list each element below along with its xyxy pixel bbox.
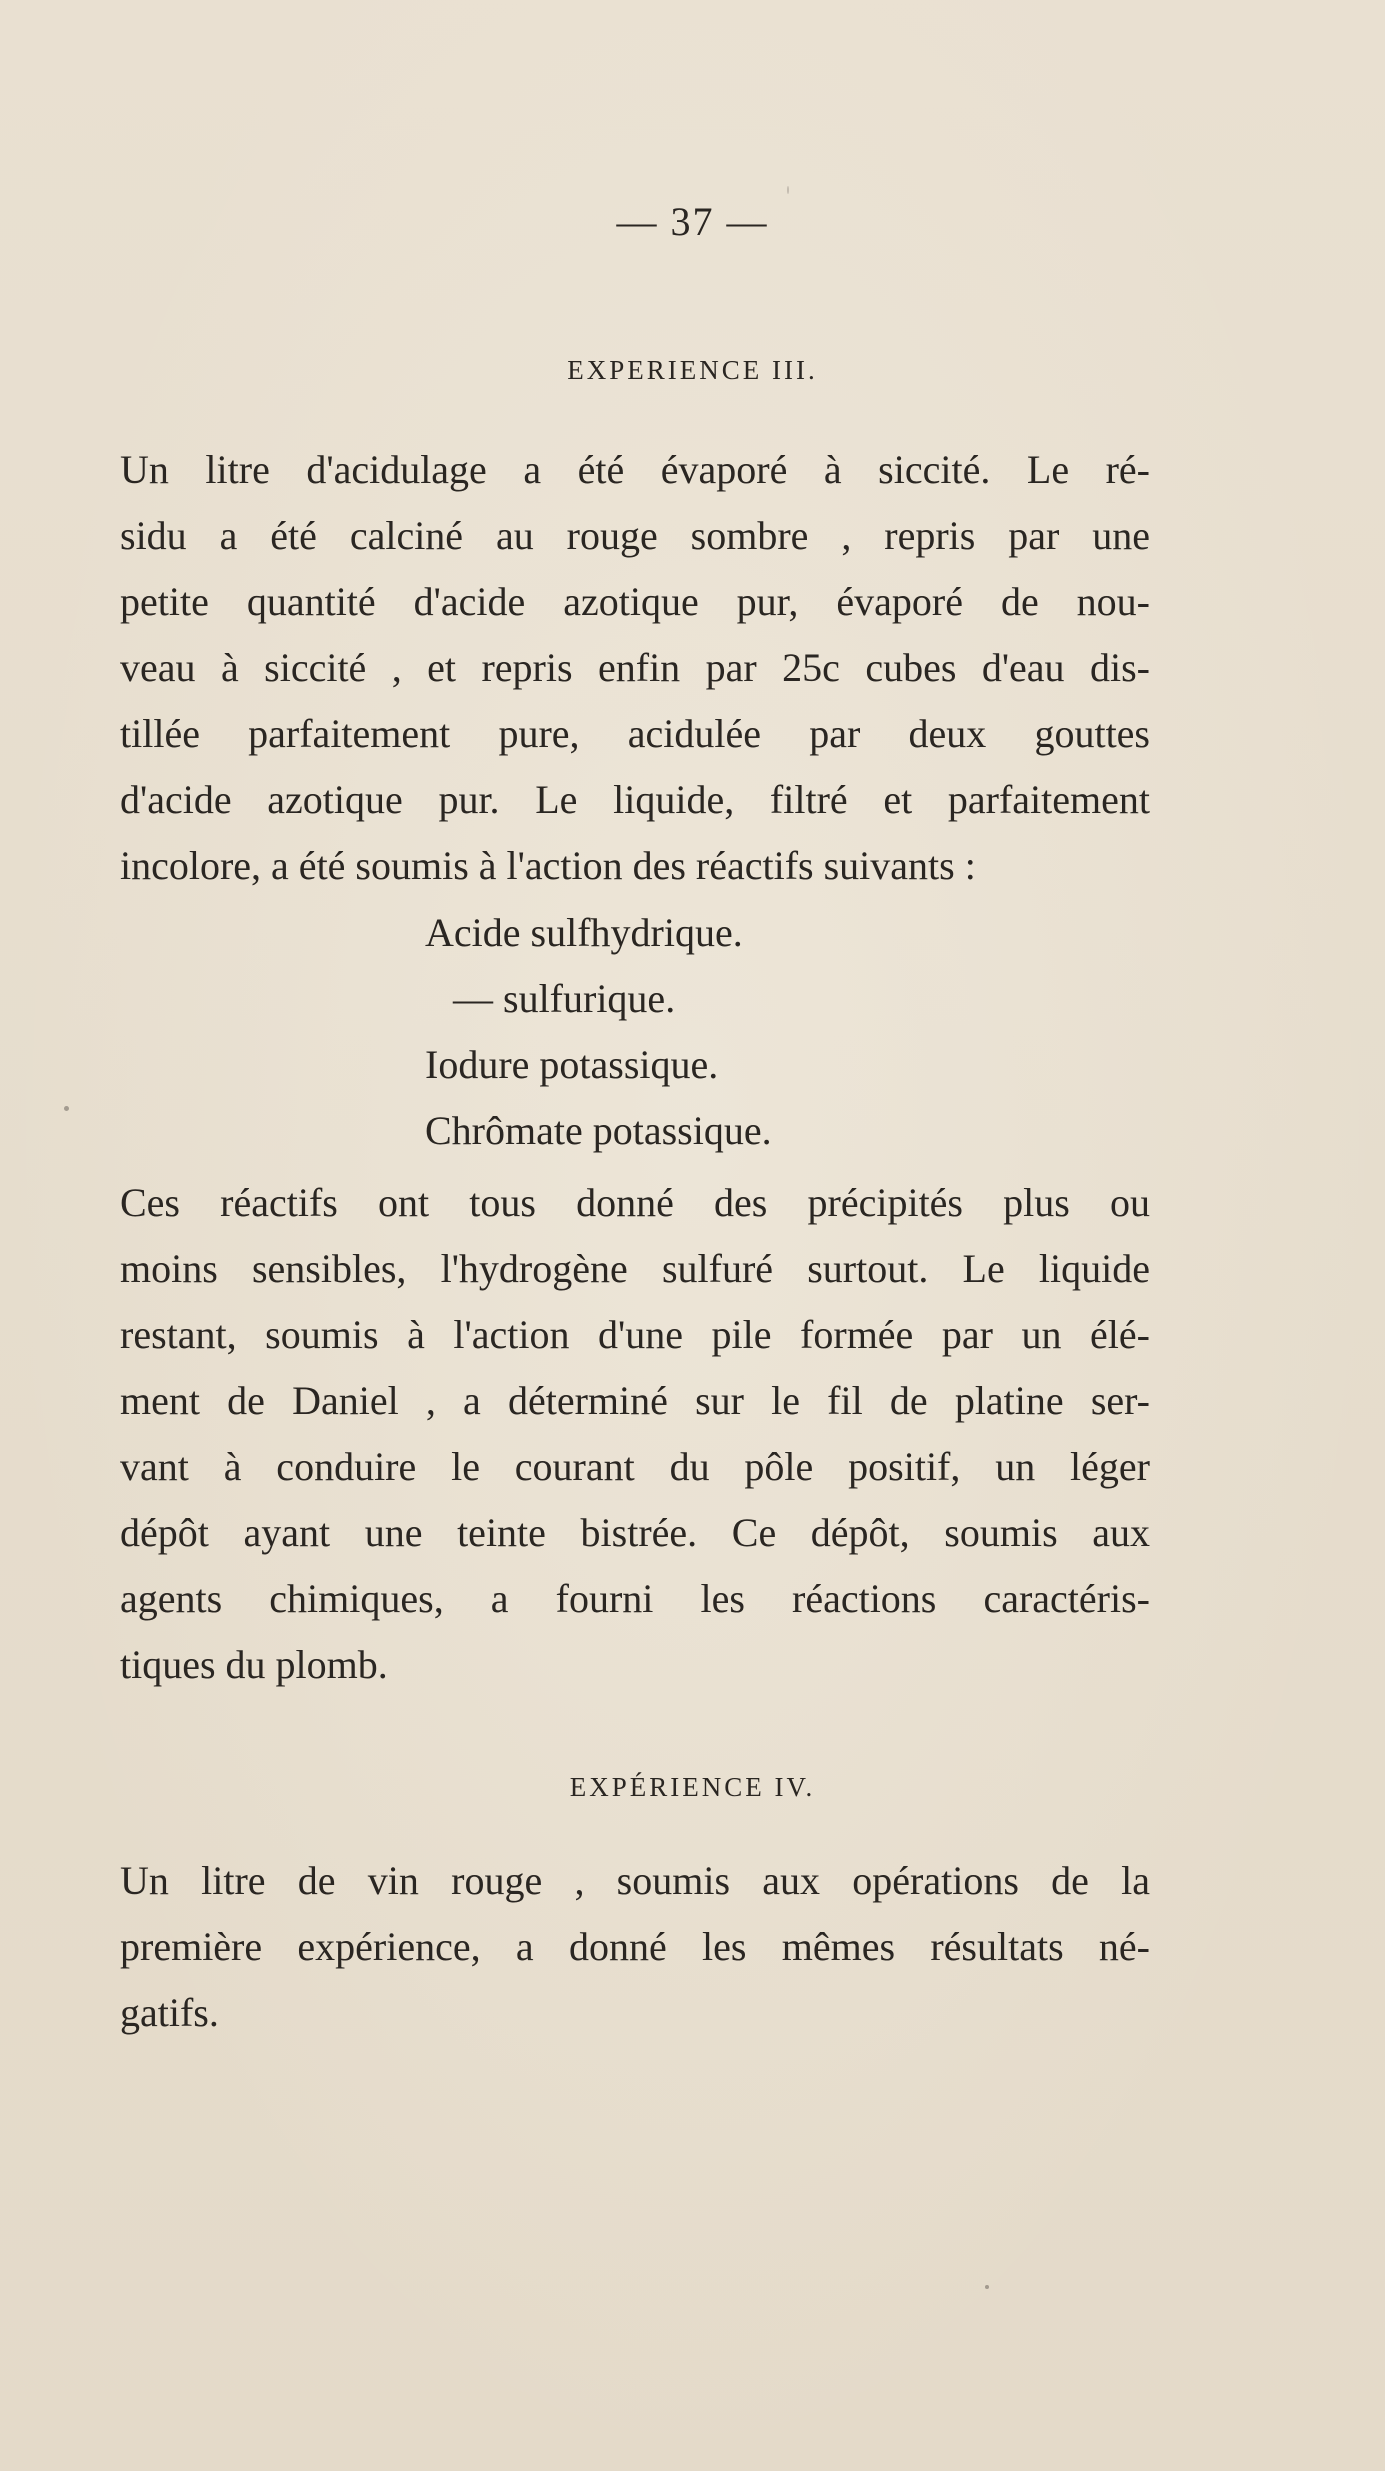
text-line: Un litre d'acidulage a été évaporé à siccité. Le ré-: [120, 447, 1150, 492]
section-heading-experience-3: EXPERIENCE III.: [567, 355, 818, 385]
text-line: petite quantité d'acide azotique pur, évaporé de nou-: [120, 579, 1150, 624]
reagent-list: [425, 900, 772, 1164]
paper-speck: [787, 186, 789, 194]
text-line: sidu a été calciné au rouge sombre , repris par une: [120, 513, 1150, 558]
reagent-item: Iodure potassique.: [425, 1042, 719, 1087]
paper-speck: [64, 1106, 69, 1111]
text-line: d'acide azotique pur. Le liquide, filtré et parfaitement: [120, 777, 1150, 822]
paragraph-experience-4: [120, 1848, 1150, 2046]
text-line: restant, soumis à l'action d'une pile formée par un élé-: [120, 1312, 1150, 1357]
text-line: agents chimiques, a fourni les réactions caractéris-: [120, 1576, 1150, 1621]
paragraph-experience-3-results: [120, 1170, 1150, 1698]
paper-speck: [985, 2285, 989, 2289]
section-heading-experience-4: EXPÉRIENCE IV.: [569, 1772, 816, 1802]
reagent-item: Chrômate potassique.: [425, 1108, 772, 1153]
paragraph-experience-3-intro: [120, 437, 1150, 899]
text-line: ment de Daniel , a déterminé sur le fil de platine ser-: [120, 1378, 1150, 1423]
text-line: moins sensibles, l'hydrogène sulfuré surtout. Le liquide: [120, 1246, 1150, 1291]
text-line: dépôt ayant une teinte bistrée. Ce dépôt, soumis aux: [120, 1510, 1150, 1555]
text-line: Ces réactifs ont tous donné des précipités plus ou: [120, 1180, 1150, 1225]
text-line: tiques du plomb.: [120, 1642, 388, 1687]
text-line: gatifs.: [120, 1990, 219, 2035]
page-number: — 37 —: [616, 199, 769, 244]
text-line: tillée parfaitement pure, acidulée par deux gouttes: [120, 711, 1150, 756]
text-line: Un litre de vin rouge , soumis aux opérations de la: [120, 1858, 1150, 1903]
text-line: veau à siccité , et repris enfin par 25c cubes d'eau dis-: [120, 645, 1150, 690]
text-line: première expérience, a donné les mêmes résultats né-: [120, 1924, 1150, 1969]
text-line: incolore, a été soumis à l'action des réactifs suivants :: [120, 843, 976, 888]
reagent-item: Acide sulfhydrique.: [425, 910, 743, 955]
reagent-item: — sulfurique.: [453, 976, 676, 1021]
text-line: vant à conduire le courant du pôle positif, un léger: [120, 1444, 1150, 1489]
